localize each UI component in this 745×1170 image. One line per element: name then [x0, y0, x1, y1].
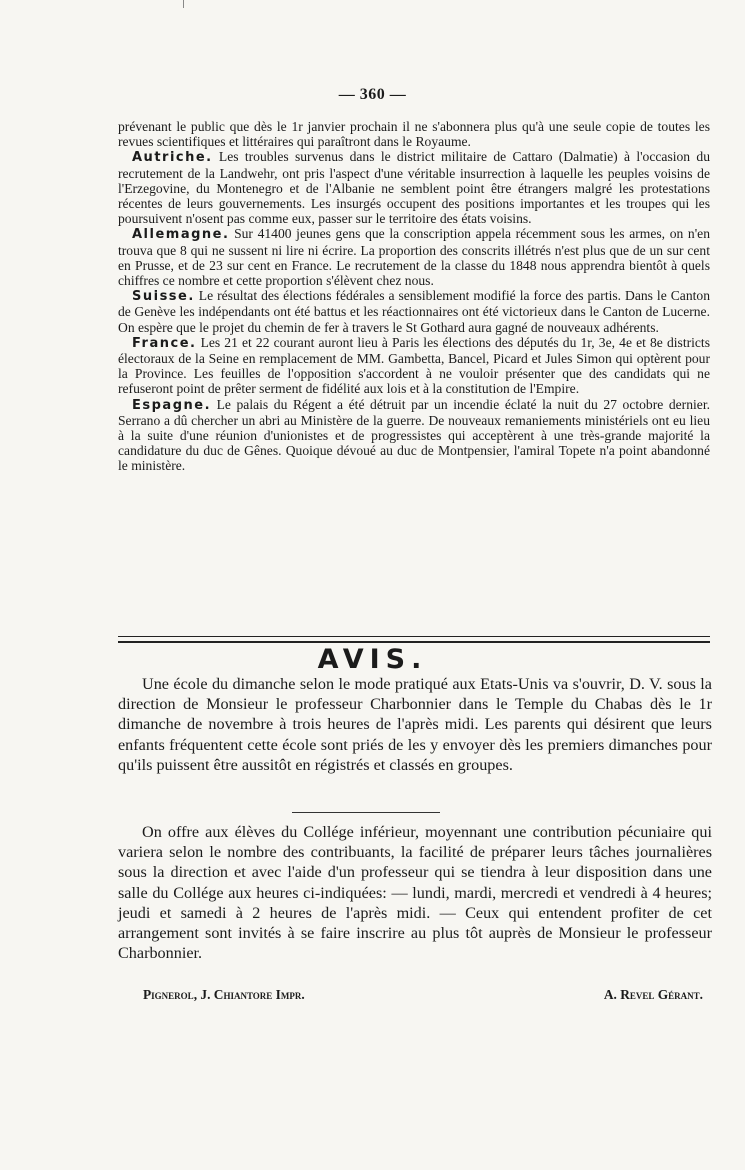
news-item-france: [118, 335, 710, 397]
news-item-autriche: [118, 149, 710, 226]
section-divider-thin: [118, 636, 710, 637]
country-heading-allemagne: Allemagne.: [132, 227, 230, 243]
news-item-espagne: [118, 397, 710, 474]
news-text-allemagne: Sur 41400 jeunes gens que la conscription appela récemment sous les armes, on n'en trouva que 8 qui ne sussent ni lire ni écrire. La proportion des conscrits illétrés n'est plus que de un sur cent en Prusse, et de 23 sur cent en France. Le recrutement de la classe du 1848 nous apprendra bientôt à quels chiffres ce nombre et cette proportion s'élèvent chez nous.: [118, 226, 710, 289]
printer-credit: Pignerol, J. Chiantore Impr.: [143, 987, 305, 1002]
avis-college-notice: [118, 822, 712, 963]
news-lead-in: prévenant le public que dès le 1r janvier prochain il ne s'abonnera plus qu'à une seule copie de toutes les revues scientifiques et littéraires qui paraîtront dans le Royaume.: [118, 119, 710, 150]
section-divider-thick: [118, 641, 710, 643]
avis-paragraph-1: Une école du dimanche selon le mode pratiqué aux Etats-Unis va s'ouvrir, D. V. sous la direction de Monsieur le professeur Charbonnier dans le Temple du Chabas dès le 1r dimanche de novembre à trois heures de l'après midi. Les parents qui désirent que leurs enfants fréquentent cette école sont priés de les y envoyer dès les premiers dimanches pour qu'ils puissent être aussitôt en régistrés et classés en groupes.: [118, 675, 712, 774]
news-column: [118, 119, 710, 474]
country-heading-espagne: Espagne.: [132, 397, 212, 413]
news-item-allemagne: [118, 226, 710, 288]
news-text-autriche: Les troubles survenus dans le district militaire de Cattaro (Dalmatie) à l'occasion du recrutement de la Landwehr, ont pris l'aspect d'une véritable insurrection à laquelle les peuples voisins de l'Erzegovine, du Montenegro et de l'Albanie ne semblent point être étrangers malgré les protestations récentes de leurs gouvernements. Les insurgés occupent des positions importantes et les troupes qui les poursuivent n'osent pas comme eux, passer sur le territoire des états voisins.: [118, 149, 710, 227]
country-heading-suisse: Suisse.: [132, 289, 195, 305]
news-text-suisse: Le résultat des élections fédérales a sensiblement modifié la force des partis. Dans le Canton de Genève les indépendants ont été battus et les réactionnaires ont été victorieux dans le Canton de Lucerne. On espère que le projet du chemin de fer à travers le St Gothard aura gagné de nouveaux adhérents.: [118, 288, 710, 335]
avis-paragraph-2: On offre aux élèves du Collége inférieur, moyennant une contribution pécuniaire qui variera selon le nombre des contribuants, la facilité de préparer leurs tâches journalières sous la direction et avec l'aide d'un professeur qui se tiendra à leur disposition dans une salle du Collége aux heures ci-indiquées: — lundi, mardi, mercredi et vendredi à 4 heures; jeudi et samedi à 2 heures de l'après midi. — Ceux qui entendent profiter de cet arrangement sont invités à se faire inscrire au plus tôt auprès de Monsieur le professeur Charbonnier.: [118, 823, 712, 963]
news-text-france: Les 21 et 22 courant auront lieu à Paris les élections des députés du 1r, 3e, 4e et 8e districts électoraux de la Seine en remplacement de MM. Gambetta, Bancel, Picard et Jules Simon qui optèrent pour la Province. Les feuilles de l'opposition s'accordent à ne vouloir présenter que des candidats qui ne refuseront point de prêter serment de fidélité aux lois et à la constitution de l'Empire.: [118, 334, 710, 397]
country-heading-autriche: Autriche.: [132, 150, 213, 166]
notice-separator: [292, 812, 440, 813]
avis-heading: AVIS.: [317, 644, 428, 675]
top-edge-mark: [183, 0, 184, 8]
news-text-espagne: Le palais du Régent a été détruit par un incendie éclaté la nuit du 27 octobre dernier. Serrano a dû chercher un abri au Ministère de la guerre. De nouveaux remaniements ministériels ont eu lieu à la suite d'une réunion d'unionistes et de progressistes qui acceptèrent à une très-grande majorité la candidature du duc de Gênes. Quoique dévoué au duc de Montpensier, l'amiral Topete n'a point abandonné le ministère.: [118, 396, 710, 474]
manager-credit: A. Revel Gérant.: [603, 987, 703, 1002]
page-number: — 360 —: [338, 86, 407, 103]
country-heading-france: France.: [132, 335, 197, 351]
news-item-suisse: [118, 288, 710, 335]
avis-sunday-school-notice: [118, 674, 712, 775]
